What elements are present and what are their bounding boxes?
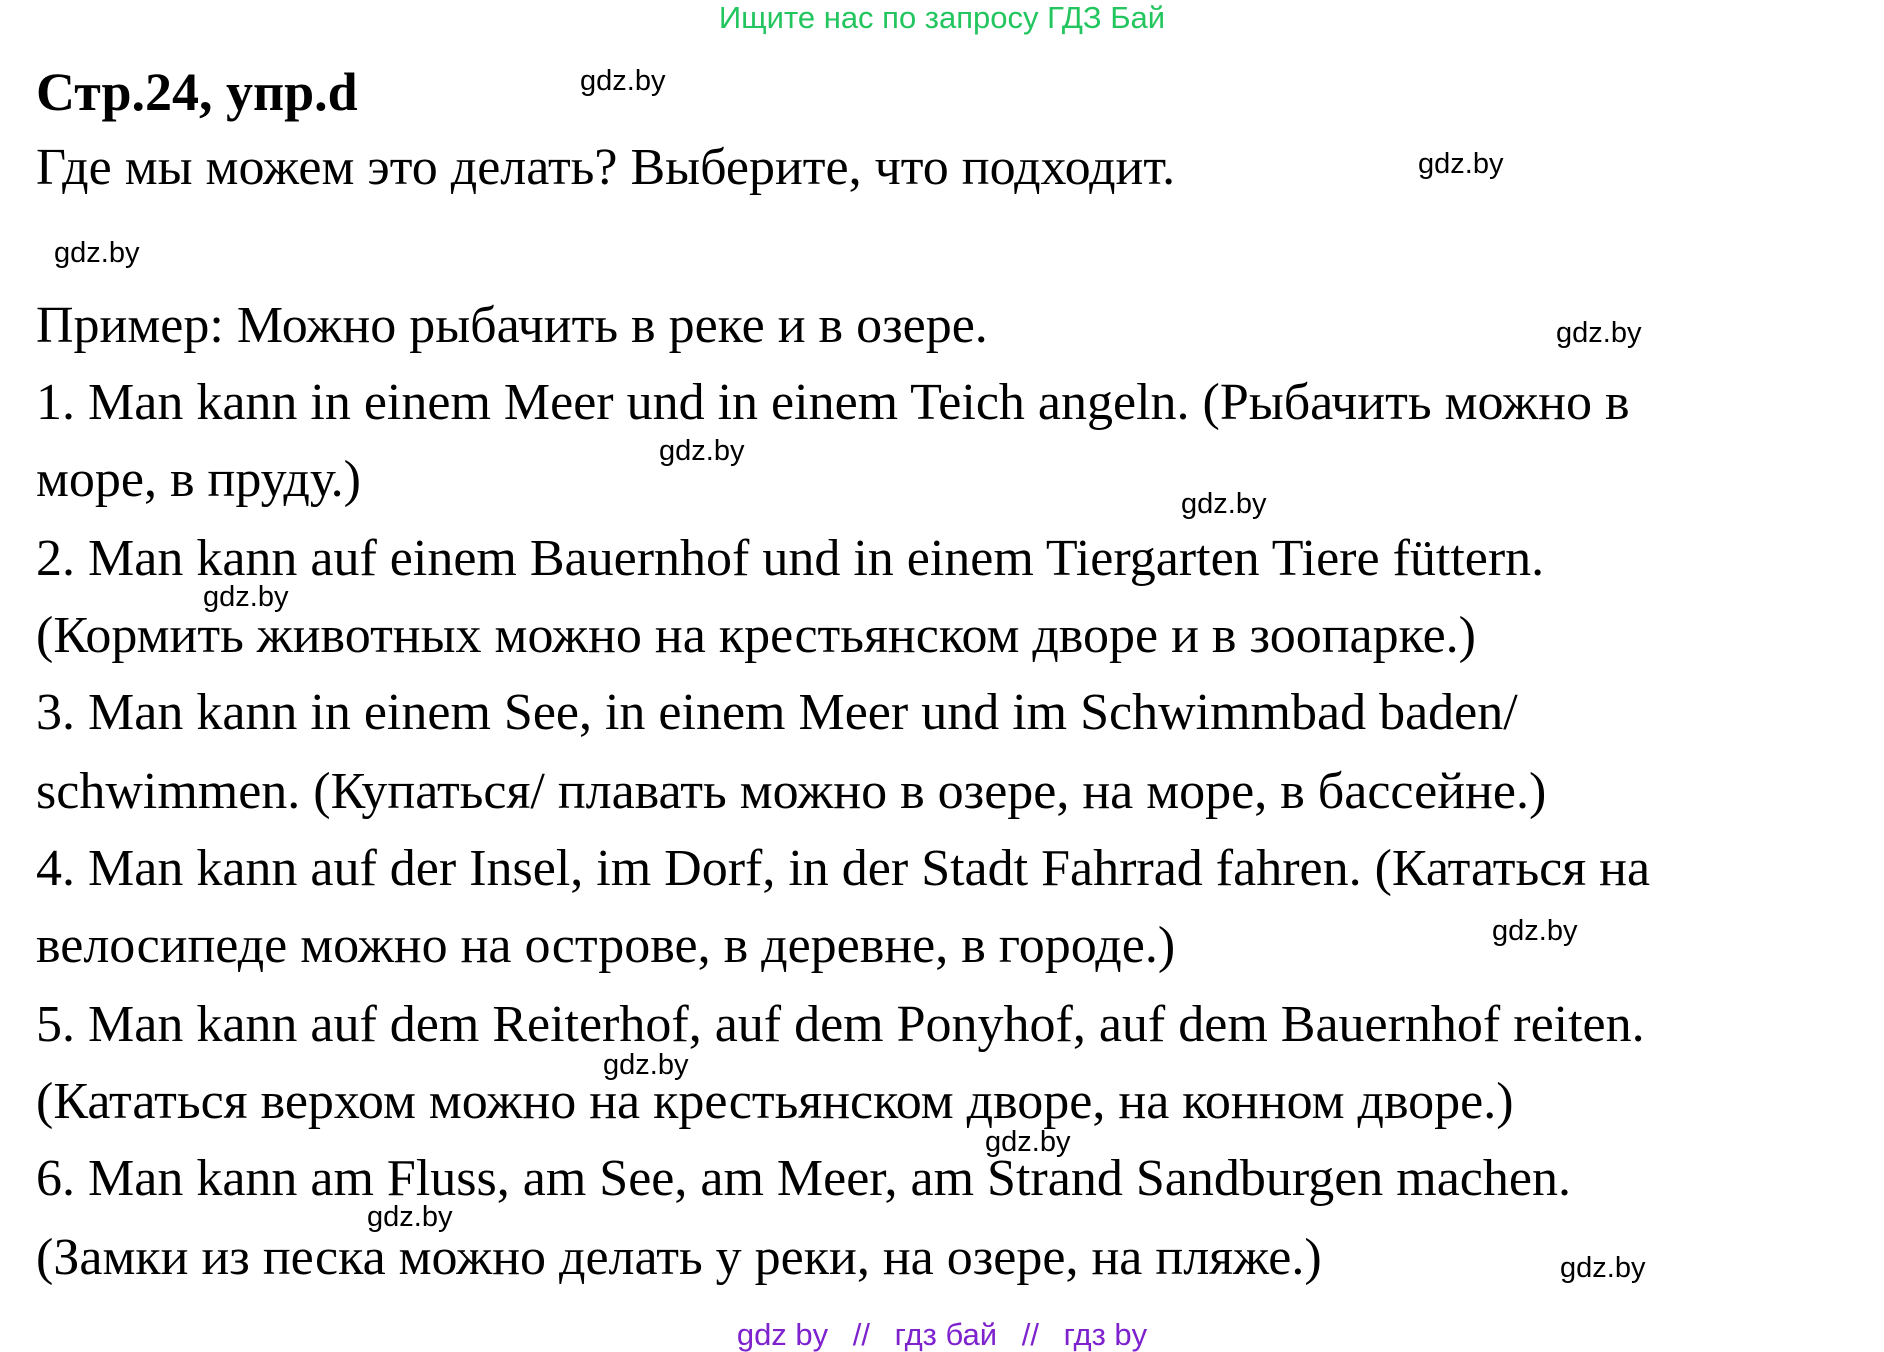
watermark: gdz.by xyxy=(1181,488,1267,520)
footer-link-gdz-bai[interactable]: гдз бай xyxy=(894,1317,998,1352)
watermark: gdz.by xyxy=(367,1201,453,1233)
example-line: Пример: Можно рыбачить в реке и в озере. xyxy=(36,297,988,354)
watermark: gdz.by xyxy=(54,237,140,269)
footer-links xyxy=(0,1318,1884,1352)
answer-1-line-2: море, в пруду.) xyxy=(36,451,361,508)
watermark: gdz.by xyxy=(1560,1252,1646,1284)
watermark: gdz.by xyxy=(1492,915,1578,947)
watermark: gdz.by xyxy=(1556,317,1642,349)
answer-6-line-2: (Замки из песка можно делать у реки, на озере, на пляже.) xyxy=(36,1229,1322,1286)
watermark: gdz.by xyxy=(659,435,745,467)
search-banner: Ищите нас по запросу ГДЗ Бай xyxy=(718,0,1166,35)
answer-2-line-2: (Кормить животных можно на крестьянском дворе и в зоопарке.) xyxy=(36,607,1476,664)
answer-6-line-1: 6. Man kann am Fluss, am See, am Meer, am Strand Sandburgen machen. xyxy=(36,1150,1571,1207)
answer-2-line-1: 2. Man kann auf einem Bauernhof und in einem Tiergarten Tiere füttern. xyxy=(36,530,1545,587)
footer-separator: // xyxy=(1021,1317,1039,1352)
answer-5-line-2: (Кататься верхом можно на крестьянском дворе, на конном дворе.) xyxy=(36,1073,1514,1130)
footer-link-gdz-by-cyr[interactable]: гдз by xyxy=(1063,1317,1148,1352)
answer-3-line-1: 3. Man kann in einem See, in einem Meer und im Schwimmbad baden/ xyxy=(36,684,1518,741)
answer-1-line-1: 1. Man kann in einem Meer und in einem Teich angeln. (Рыбачить можно в xyxy=(36,374,1630,431)
watermark: gdz.by xyxy=(203,581,289,613)
footer-separator: // xyxy=(852,1317,871,1352)
answer-5-line-1: 5. Man kann auf dem Reiterhof, auf dem Ponyhof, auf dem Bauernhof reiten. xyxy=(36,996,1645,1053)
answer-3-line-2: schwimmen. (Купаться/ плавать можно в озере, на море, в бассейне.) xyxy=(36,763,1547,820)
answer-4-line-1: 4. Man kann auf der Insel, im Dorf, in der Stadt Fahrrad fahren. (Кататься на xyxy=(36,840,1651,897)
answer-4-line-2: велосипеде можно на острове, в деревне, в городе.) xyxy=(36,917,1176,974)
watermark: gdz.by xyxy=(1418,148,1504,180)
watermark: gdz.by xyxy=(985,1126,1071,1158)
watermark: gdz.by xyxy=(603,1049,689,1081)
page-title: Стр.24, упр.d xyxy=(36,62,358,122)
watermark: gdz.by xyxy=(580,65,666,97)
footer-link-gdz-by[interactable]: gdz by xyxy=(736,1317,829,1352)
task-instruction: Где мы можем это делать? Выберите, что подходит. xyxy=(36,139,1176,196)
